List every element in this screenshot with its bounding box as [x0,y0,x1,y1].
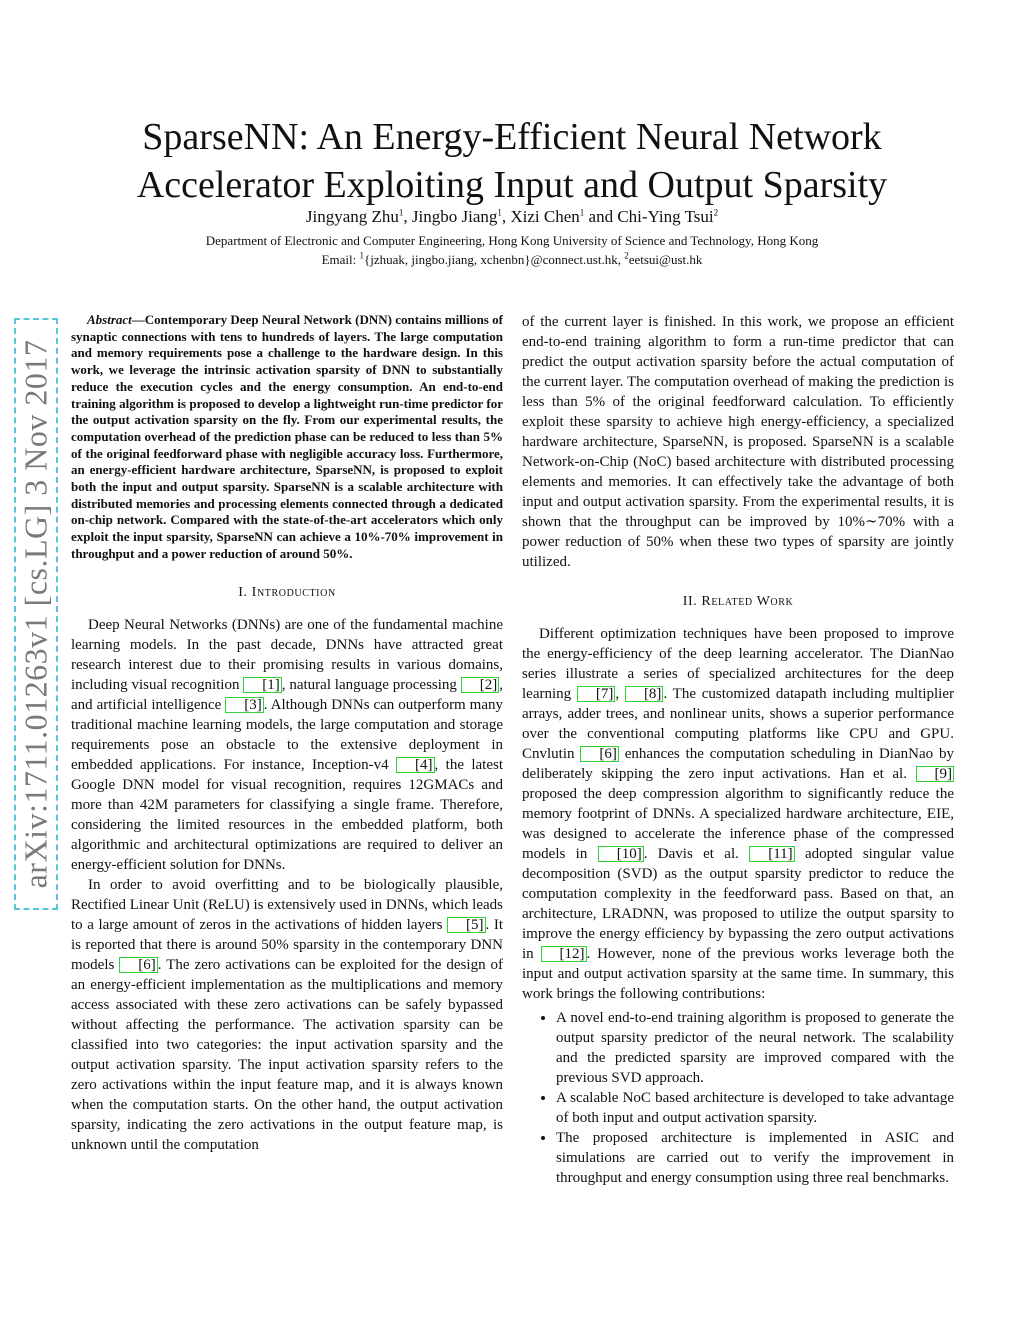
right-column [522,312,954,1188]
related-work-paragraph: Different optimization techniques have been proposed to improve the energy-efficiency of the deep learning accelerator. The DianNao series illustrate a series of specialized architectures for the deep learning [7] , [8] . The customized datapath including multiplier arrays, adder trees, and nonlinear units, shows a superior performance over the conventional computing platforms like CPU and GPU. Cnvlutin [6] enhances the computation scheduling in DianNao by deliberately skipping the zero input activations. Han et al. [9] proposed the deep compression algorithm to significantly reduce the memory footprint of DNNs. A specialized hardware architecture, EIE, was designed to accelerate the inference phase of the compressed models in [10] . Davis et al. [11] adopted singular value decomposition (SVD) as the output sparsity predictor to reduce the computation complexity in the feedforward pass. Based on that, an architecture, LRADNN, was proposed to utilize the output sparsity to improve the energy efficiency by bypassing the zero output activations in [12] . However, none of the previous works leverage both the input and output activation sparsity at the same time. In summary, this work brings the following contributions: [522,626,955,1002]
citation-link[interactable]: [6] [119,957,158,973]
intro-paragraph-1: Deep Neural Networks (DNNs) are one of the fundamental machine learning models. In the past decade, DNNs have attracted great research interest due to their promising results in various domains, including visual recognition [1] , natural language processing [2] , and artificial intelligence [3] . Although DNNs can outperform many traditional machine learning models, the large computation and storage requirements pose an obstacle to the extensive deployment in embedded applications. For instance, Inception-v4 [4] , the latest Google DNN model for visual recognition, requires 12GMACs and more than 42M parameters for classifying a single frame. Therefore, considering the limited resources in the embedded platform, both algorithmic and architectural optimizations are required to deliver an energy-efficient solution for DNNs. [71,616,503,873]
citation-link[interactable]: [6] [580,746,619,762]
author-name: Chi-Ying Tsui [617,207,714,226]
citation-link[interactable]: [10] [598,846,644,862]
left-column [71,312,503,1155]
list-item: • A scalable NoC based architecture is developed to take advantage of both input and output activation sparsity. [556,1088,954,1128]
author-name: Xizi Chen [510,207,580,226]
citation-link[interactable]: [11] [749,846,794,862]
title-line-2: Accelerator Exploiting Input and Output Sparsity [136,164,888,207]
abstract [71,312,503,563]
citation-link[interactable]: [8] [625,686,664,702]
intro-paragraph-2: In order to avoid overfitting and to be biologically plausible, Rectified Linear Unit (ReLU) is extensively used in DNNs, which leads to a large amount of zeros in the activations of hidden layers [5] . It is reported that there is around 50% sparsity in the contemporary DNN models [6] . The zero activations can be exploited for the design of an energy-efficient implementation as the multiplications and memory access associated with these zero activations can be safely bypassed without affecting the performance. The activation sparsity can be classified into two categories: the input activation sparsity and the output activation sparsity. The input activation sparsity refers to the zero activations within the input feature map, and it is always known when the computation starts. On the other hand, the output activation sparsity, indicating the zero activations in the output feature map, is unknown until the computation [71,876,503,1153]
citation-link[interactable]: [1] [243,677,282,693]
citation-link[interactable]: [12] [541,946,587,962]
author-name: Jingyang Zhu [305,207,399,226]
citation-link[interactable]: [9] [916,766,955,782]
title-line-1: SparseNN: An Energy-Efficient Neural Network [142,116,882,159]
arxiv-watermark [14,318,58,910]
citation-link[interactable]: [7] [577,686,616,702]
arxiv-identifier: arXiv:1711.01263v1 [cs.LG] 3 Nov 2017 [17,339,54,889]
citation-link[interactable]: [4] [396,757,435,773]
email-line: Email: $^1${jzhuak, jingbo.jiang, xchenbn}@connect.ust.hk, $^2$eetsui@ust.hk [321,250,703,267]
abstract-label: Abstract [87,312,132,327]
intro-paragraph-continued: of the current layer is finished. In this work, we propose an efficient end-to-end training algorithm to form a run-time predictor that can predict the output activation sparsity before the actual computation of the current layer. The computation overhead of making the prediction is less than 5% of the original feedforward calculation. To efficiently exploit these sparsity to achieve high energy-efficiency, a specialized hardware architecture, SparseNN, is proposed. SparseNN is a scalable Network-on-Chip (NoC) based architecture with distributed processing elements and memories. It can effectively take the advantage of both input and output activation sparsity. From the experimental results, it is shown that the throughput can be improved by 10%∼70% with a power reduction of 50% when these two types of sparsity are jointly utilized. [522,314,954,570]
section-heading-related-work: II. Related Work [682,594,794,609]
paper-title [60,113,964,209]
citation-link[interactable]: [2] [461,677,500,693]
abstract-text: —Contemporary Deep Neural Network (DNN) contains millions of synaptic connections with tens to hundreds of layers. The large computation and memory requirements pose a challenge to the hardware design. In this work, we leverage the intrinsic activation sparsity of DNN to substantially reduce the execution cycles and the energy consumption. An end-to-end training algorithm is proposed to develop a lightweight run-time predictor for the output activation sparsity on the fly. From our experimental results, the computation overhead of the prediction phase can be reduced to less than 5% of the original feedforward phase with negligible accuracy loss. Furthermore, an energy-efficient hardware architecture, SparseNN, is proposed to exploit both the input and output sparsity. SparseNN is a scalable architecture with distributed memories and processing elements connected through a dedicated on-chip network. Compared with the state-of-the-art accelerators which only exploit the input sparsity, SparseNN can achieve a 10%-70% improvement in throughput and a power reduction of around 50%. [71,312,503,561]
author-name: Jingbo Jiang [411,207,498,226]
author-list: Jingyang Zhu$^1$, Jingbo Jiang$^1$, Xizi Chen$^1$ and Chi-Ying Tsui$^2$ [305,207,719,226]
contributions-list [522,1008,954,1188]
citation-link[interactable]: [5] [447,917,486,933]
list-item: • A novel end-to-end training algorithm is proposed to generate the output sparsity predictor of the neural network. The scalability and the predicted sparsity are improved compared with the previous SVD approach. [556,1008,954,1088]
section-heading-introduction: I. Introduction [238,584,336,600]
list-item: • The proposed architecture is implemented in ASIC and simulations are carried out to verify the improvement in throughput and energy consumption using three real benchmarks. [556,1128,954,1188]
affiliation: Department of Electronic and Computer Engineering, Hong Kong University of Science and Technology, Hong Kong [205,233,819,248]
citation-link[interactable]: [3] [225,697,264,713]
